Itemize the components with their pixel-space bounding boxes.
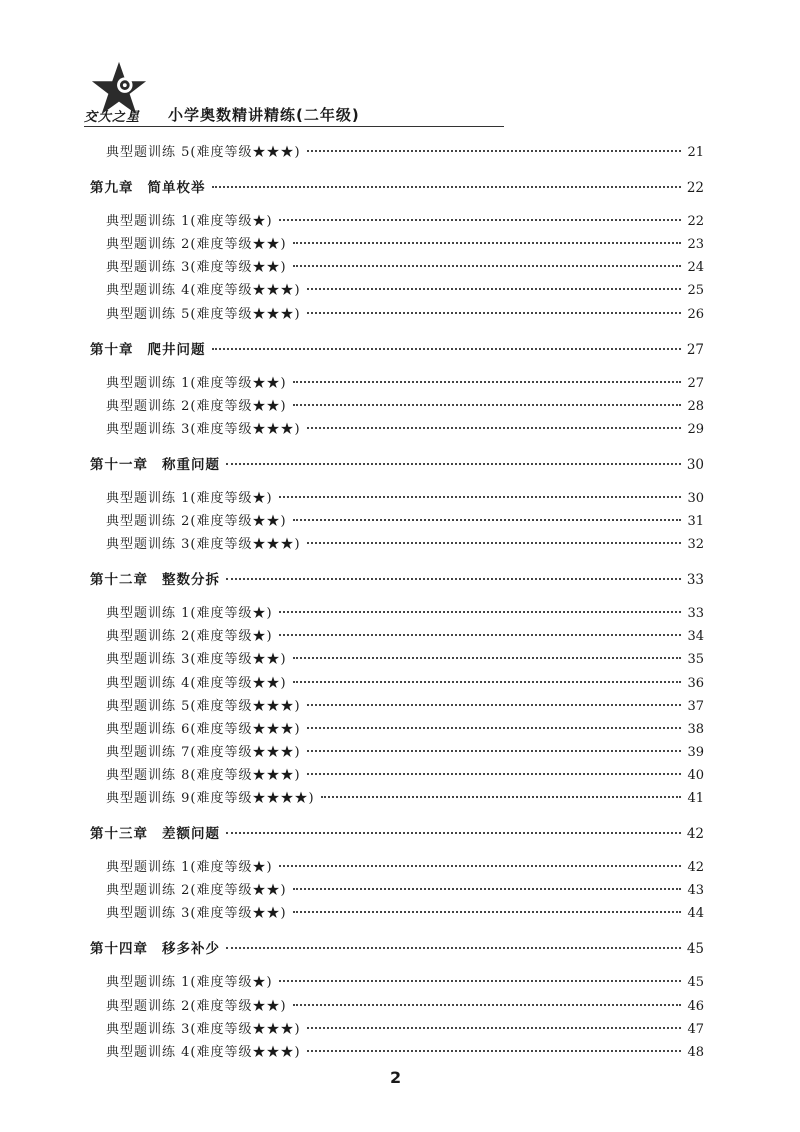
entry-label: 典型题训练 3(难度等级★★) — [106, 652, 287, 668]
entry-label: 典型题训练 4(难度等级★★★) — [106, 283, 301, 299]
entry-label: 典型题训练 1(难度等级★) — [106, 490, 273, 506]
toc-page-number: 37 — [687, 698, 704, 714]
dot-leader — [293, 656, 682, 659]
toc-page-number: 38 — [687, 721, 704, 737]
toc-entry — [106, 1043, 704, 1063]
toc-entry — [106, 627, 704, 647]
dot-leader — [293, 264, 682, 267]
entry-label: 典型题训练 2(难度等级★★) — [106, 398, 287, 414]
toc-page-number: 29 — [687, 421, 704, 437]
toc-entry — [106, 397, 704, 417]
toc-page-number: 47 — [687, 1021, 704, 1037]
toc-page-number: 22 — [687, 214, 704, 230]
toc-page-number: 43 — [687, 883, 704, 899]
toc-page-number: 42 — [686, 826, 704, 843]
dot-leader — [321, 795, 682, 798]
toc-page-number: 30 — [687, 490, 704, 506]
chapter-name: 差额问题 — [162, 826, 220, 843]
toc-page-number: 40 — [687, 767, 704, 783]
dot-leader — [307, 749, 682, 752]
toc-page-number: 42 — [687, 860, 704, 876]
toc-chapter — [90, 340, 704, 360]
toc-entry — [106, 489, 704, 509]
entry-label: 典型题训练 4(难度等级★★) — [106, 675, 287, 691]
chapter-name: 简单枚举 — [147, 180, 206, 197]
dot-leader — [279, 218, 682, 221]
toc-page-number: 33 — [687, 606, 704, 622]
toc-page-number: 21 — [687, 145, 704, 160]
entry-label: 典型题训练 5(难度等级★★★) — [106, 145, 301, 160]
toc-entry — [106, 604, 704, 624]
entry-label: 典型题训练 1(难度等级★★) — [106, 375, 287, 391]
dot-leader — [307, 1049, 682, 1052]
toc-page-number: 45 — [686, 941, 704, 958]
toc-entry — [106, 904, 704, 924]
toc-entry — [106, 143, 704, 163]
chapter-title — [90, 824, 220, 844]
toc-page-number: 27 — [686, 341, 704, 358]
toc-entry — [106, 697, 704, 717]
entry-label: 典型题训练 3(难度等级★★) — [106, 906, 287, 922]
toc-entry — [106, 881, 704, 901]
dot-leader — [307, 726, 682, 729]
dot-leader — [279, 633, 682, 636]
entry-label: 典型题训练 3(难度等级★★★) — [106, 1021, 301, 1037]
chapter-number: 第十四章 — [90, 941, 148, 958]
toc-entry — [106, 720, 704, 740]
toc-page-number: 46 — [687, 998, 704, 1014]
toc-entry — [106, 766, 704, 786]
chapter-number: 第十二章 — [90, 572, 148, 589]
toc-page-number: 36 — [687, 675, 704, 691]
chapter-name: 称重问题 — [162, 456, 220, 473]
dot-leader — [226, 577, 681, 580]
toc-page-number: 44 — [687, 906, 704, 922]
chapter-name: 爬井问题 — [147, 341, 206, 358]
toc-page-number: 26 — [687, 306, 704, 322]
dot-leader — [293, 241, 682, 244]
toc-entry — [106, 743, 704, 763]
entry-label: 典型题训练 2(难度等级★★) — [106, 998, 287, 1014]
toc-entry — [106, 420, 704, 440]
chapter-name: 整数分拆 — [162, 572, 220, 589]
chapter-number: 第九章 — [90, 180, 134, 197]
dot-leader — [293, 518, 682, 521]
toc-page-number: 28 — [687, 398, 704, 414]
chapter-number: 第十三章 — [90, 826, 148, 843]
entry-label: 典型题训练 1(难度等级★) — [106, 860, 273, 876]
toc-page-number: 25 — [687, 283, 704, 299]
dot-leader — [279, 979, 682, 982]
chapter-title — [90, 455, 220, 475]
dot-leader — [307, 426, 682, 429]
dot-leader — [279, 864, 682, 867]
entry-label: 典型题训练 1(难度等级★) — [106, 975, 273, 991]
toc-entry — [106, 650, 704, 670]
toc-entry — [106, 281, 704, 301]
entry-label: 典型题训练 3(难度等级★★★) — [106, 537, 301, 553]
toc-entry — [106, 212, 704, 232]
entry-label: 典型题训练 2(难度等级★★) — [106, 514, 287, 529]
toc-page-number: 24 — [687, 260, 704, 276]
toc-entry — [106, 973, 704, 993]
toc-page-number: 34 — [687, 629, 704, 645]
toc-page-number: 45 — [687, 975, 704, 991]
toc-entry — [106, 789, 704, 809]
dot-leader — [212, 347, 681, 350]
entry-label: 典型题训练 5(难度等级★★★) — [106, 698, 301, 714]
entry-label: 典型题训练 1(难度等级★) — [106, 606, 273, 622]
chapter-number: 第十章 — [90, 341, 134, 358]
dot-leader — [307, 772, 682, 775]
page-header — [84, 60, 504, 130]
dot-leader — [307, 287, 682, 290]
entry-label: 典型题训练 2(难度等级★★) — [106, 883, 287, 899]
toc-entry — [106, 235, 704, 255]
entry-label: 典型题训练 4(难度等级★★★) — [106, 1044, 301, 1060]
chapter-title — [90, 178, 206, 198]
dot-leader — [307, 311, 682, 314]
dot-leader — [293, 380, 682, 383]
toc-chapter — [90, 178, 704, 198]
entry-label: 典型题训练 8(难度等级★★★) — [106, 767, 301, 783]
toc-entry — [106, 374, 704, 394]
dot-leader — [279, 495, 682, 498]
toc-page-number: 48 — [687, 1044, 704, 1060]
dot-leader — [307, 703, 682, 706]
toc-page-number: 27 — [687, 375, 704, 391]
entry-label: 典型题训练 5(难度等级★★★) — [106, 306, 301, 322]
dot-leader — [226, 462, 681, 465]
chapter-title — [90, 340, 206, 360]
toc-page-number: 31 — [687, 514, 704, 529]
toc-page-number: 22 — [686, 180, 704, 197]
dot-leader — [226, 831, 681, 834]
toc-page-number: 30 — [686, 456, 704, 473]
toc-entry — [106, 258, 704, 278]
toc-entry — [106, 997, 704, 1017]
entry-label: 典型题训练 1(难度等级★) — [106, 214, 273, 230]
entry-label: 典型题训练 2(难度等级★★) — [106, 237, 287, 253]
toc-chapter — [90, 939, 704, 959]
toc-page-number: 41 — [687, 791, 704, 806]
dot-leader — [279, 610, 682, 613]
toc-chapter — [90, 455, 704, 475]
toc-page-number: 32 — [687, 537, 704, 553]
entry-label: 典型题训练 6(难度等级★★★) — [106, 721, 301, 737]
toc-entry — [106, 305, 704, 325]
toc-chapter — [90, 824, 704, 844]
dot-leader — [226, 946, 681, 949]
toc-entry — [106, 858, 704, 878]
entry-label: 典型题训练 3(难度等级★★★) — [106, 421, 301, 437]
chapter-title — [90, 939, 220, 959]
toc-page-number: 23 — [687, 237, 704, 253]
header-divider — [84, 126, 504, 127]
toc-entry — [106, 512, 704, 532]
dot-leader — [307, 149, 682, 152]
dot-leader — [293, 1003, 682, 1006]
toc-entry — [106, 535, 704, 555]
toc-entry — [106, 674, 704, 694]
toc-page-number: 33 — [686, 572, 704, 589]
dot-leader — [293, 887, 682, 890]
entry-label: 典型题训练 3(难度等级★★) — [106, 260, 287, 276]
entry-label: 典型题训练 7(难度等级★★★) — [106, 744, 301, 760]
toc-page-number: 35 — [687, 652, 704, 668]
dot-leader — [293, 403, 682, 406]
chapter-name: 移多补少 — [162, 941, 220, 958]
toc-page-number: 39 — [687, 744, 704, 760]
entry-label: 典型题训练 9(难度等级★★★★) — [106, 791, 315, 806]
dot-leader — [307, 1026, 682, 1029]
dot-leader — [212, 185, 681, 188]
dot-leader — [293, 910, 682, 913]
chapter-title — [90, 570, 220, 590]
toc-chapter — [90, 570, 704, 590]
brand-name: 交大之星 — [84, 110, 141, 125]
toc-entry — [106, 1020, 704, 1040]
dot-leader — [307, 541, 682, 544]
book-title: 小学奥数精讲精练(二年级) — [168, 106, 360, 124]
page-number: 2 — [390, 1068, 402, 1087]
dot-leader — [293, 680, 682, 683]
entry-label: 典型题训练 2(难度等级★) — [106, 629, 273, 645]
chapter-number: 第十一章 — [90, 456, 148, 473]
